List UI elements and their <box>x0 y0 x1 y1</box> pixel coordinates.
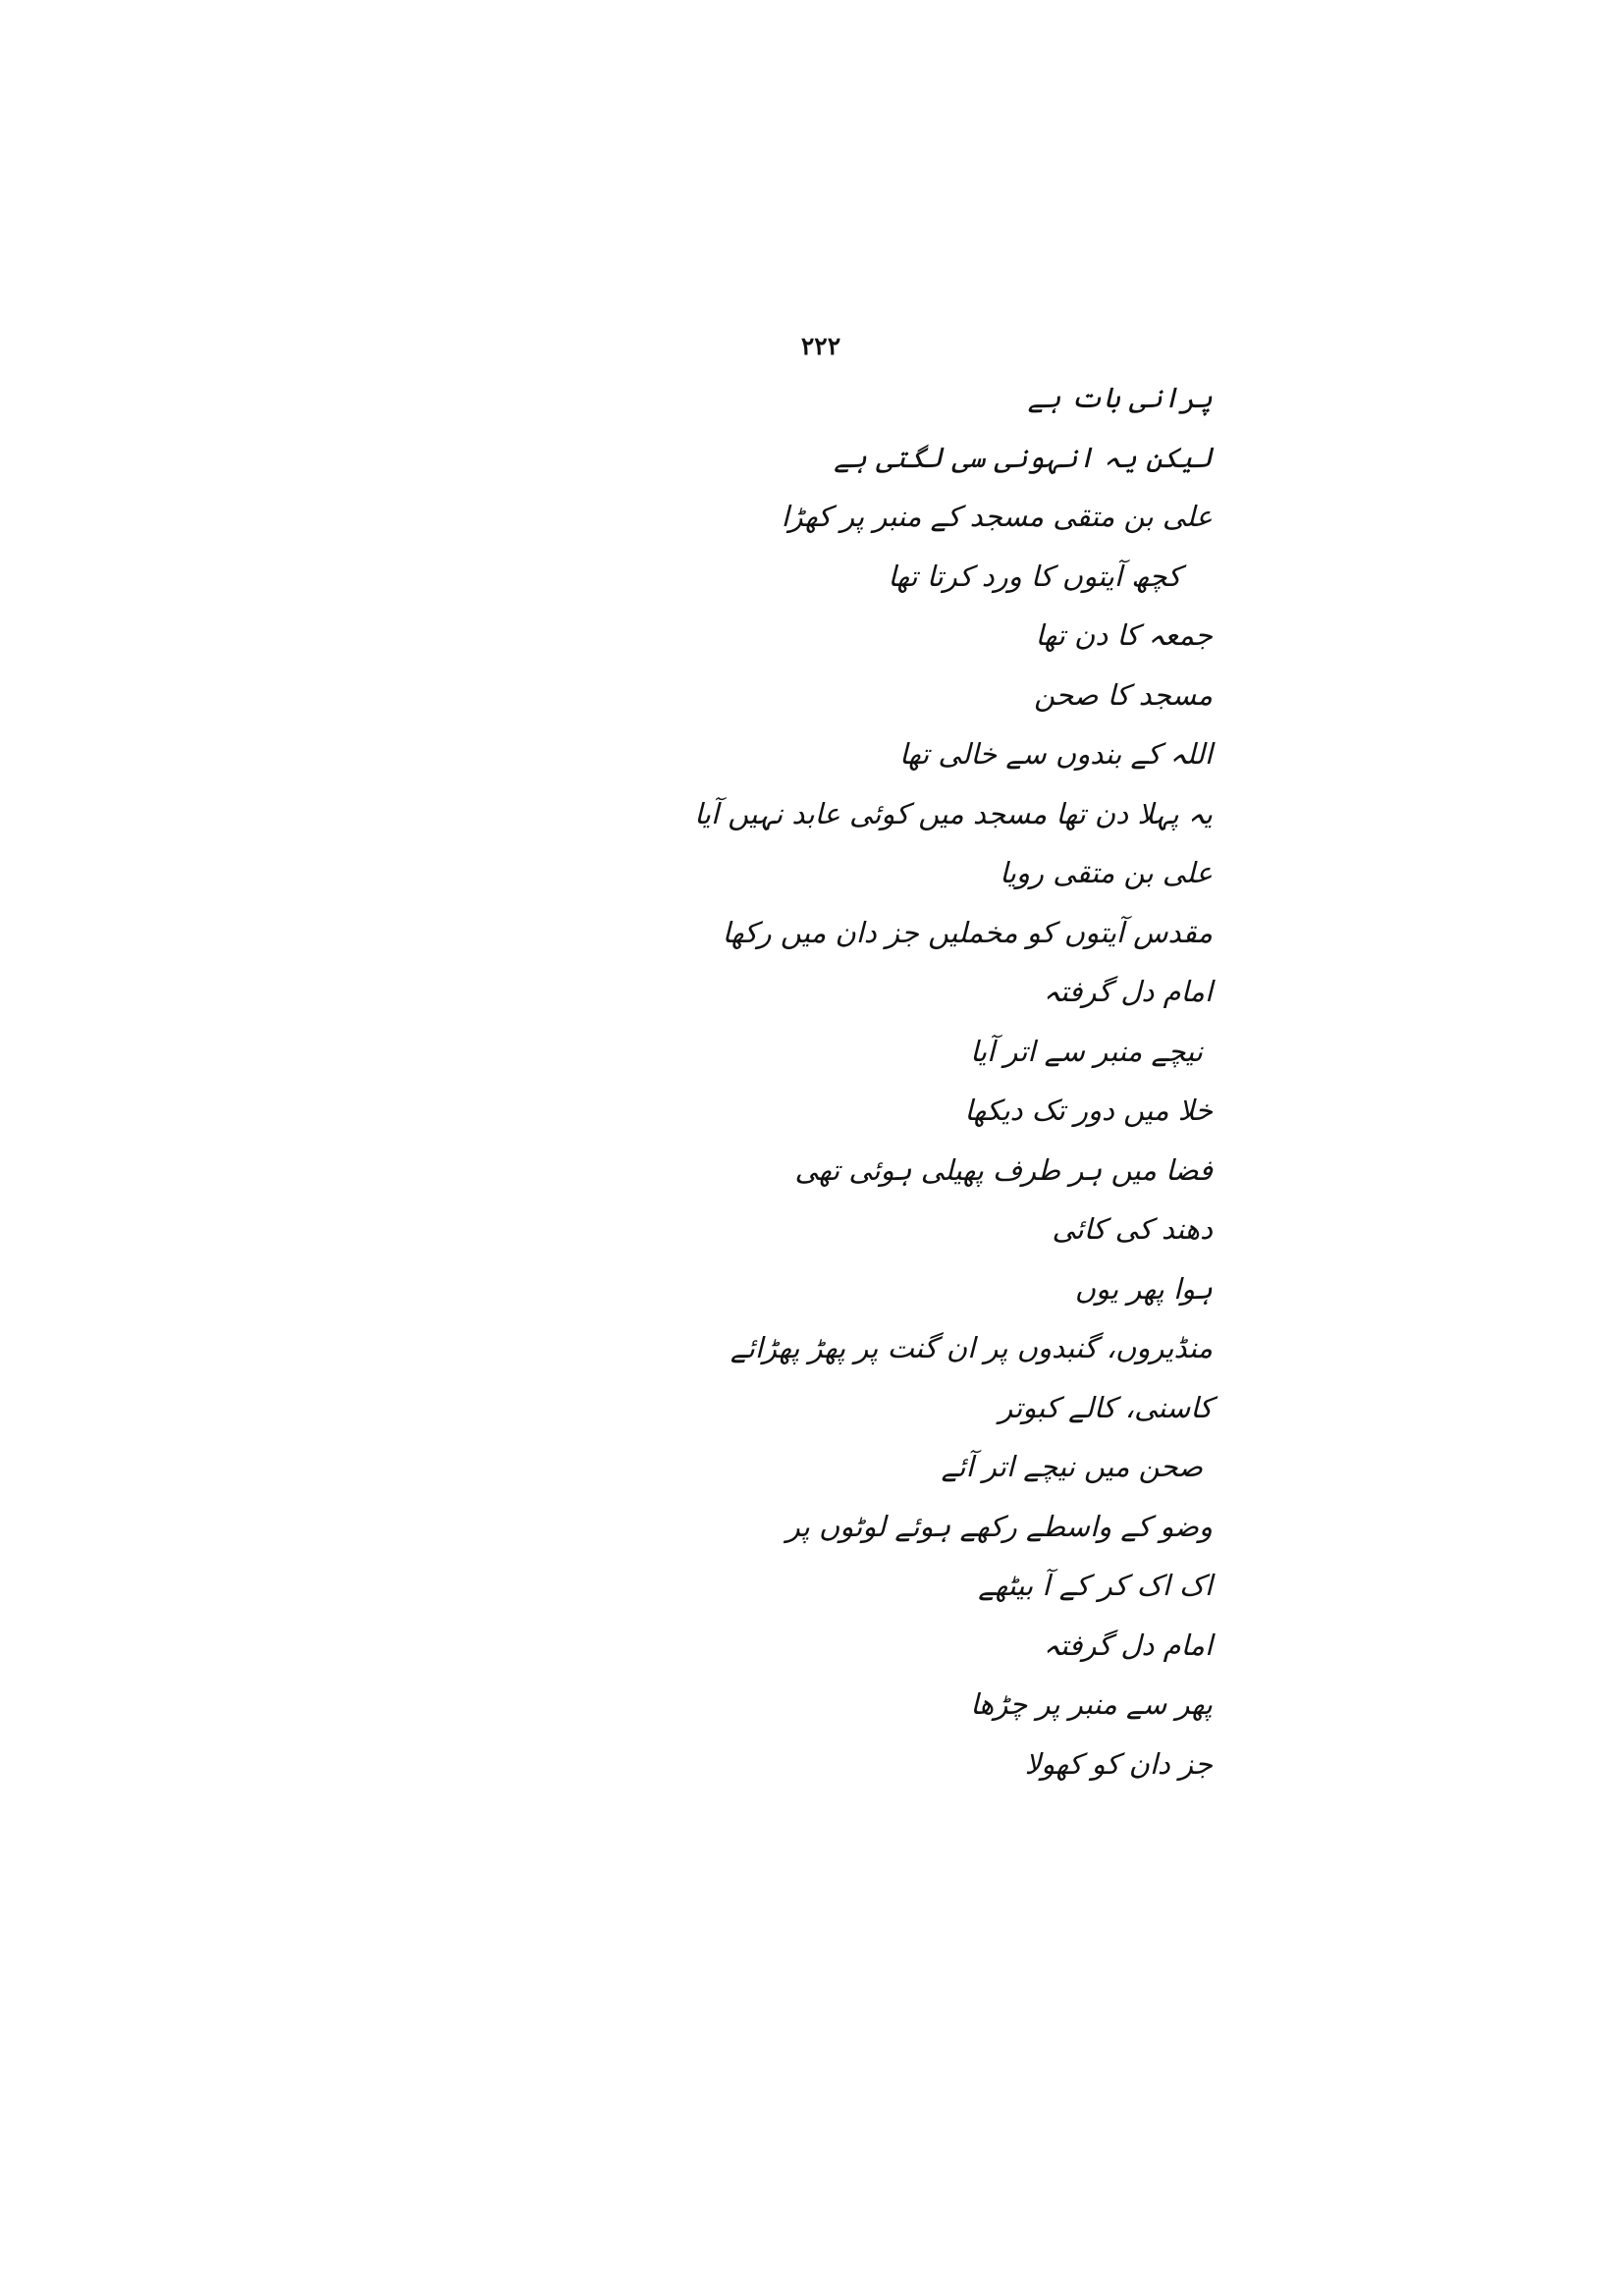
poem-line: کاسنی، کالے کبوتر <box>999 1390 1213 1424</box>
poem-line: علی بن متقی رویا <box>1000 856 1213 890</box>
poem-line: جز دان کو کھولا <box>1024 1746 1213 1781</box>
poem-line: مسجد کا صحن <box>1034 677 1213 712</box>
poem-line: جمعہ کا دن تھا <box>1035 618 1213 653</box>
poem-line: پھر سے منبر پر چڑھا <box>970 1687 1213 1722</box>
poem-line: اک اک کر کے آ بیٹھے <box>978 1569 1213 1603</box>
poem-line: مقدس آیتوں کو مخملیں جز دان میں رکھا <box>722 915 1213 949</box>
poem-line: فضا میں ہر طرف پھیلی ہوئی تھی <box>794 1152 1213 1187</box>
poem-line: کچھ آیتوں کا ورد کرتا تھا <box>888 559 1181 593</box>
poem-line: پرانی بات ہے <box>1027 381 1213 415</box>
poem <box>329 368 1213 1793</box>
poem-line: منڈیروں، گنبدوں پر ان گنت پر پھڑ پھڑائے <box>730 1331 1213 1365</box>
page-number: ۲۲۲ <box>800 332 841 360</box>
poem-line: علی بن متقی مسجد کے منبر پر کھڑا <box>781 500 1213 534</box>
poem-line: اللہ کے بندوں سے خالی تھا <box>898 737 1213 772</box>
poem-line: دھند کی کائی <box>1052 1212 1213 1247</box>
poem-line: لیکن یہ انہونی سی لگتی ہے <box>834 440 1213 474</box>
poem-line: خلا میں دور تک دیکھا <box>964 1094 1213 1128</box>
poem-line: صحن میں نیچے اتر آئے <box>941 1450 1203 1484</box>
poem-line: نیچے منبر سے اتر آیا <box>970 1034 1203 1068</box>
poem-line: امام دل گرفتہ <box>1043 975 1213 1009</box>
poem-line: یہ پہلا دن تھا مسجد میں کوئی عابد نہیں آیا <box>694 796 1213 830</box>
poem-line: وضو کے واسطے رکھے ہوئے لوٹوں پر <box>785 1509 1213 1543</box>
poem-line: امام دل گرفتہ <box>1043 1628 1213 1662</box>
poem-line: ہوا پھر یوں <box>1074 1271 1213 1306</box>
